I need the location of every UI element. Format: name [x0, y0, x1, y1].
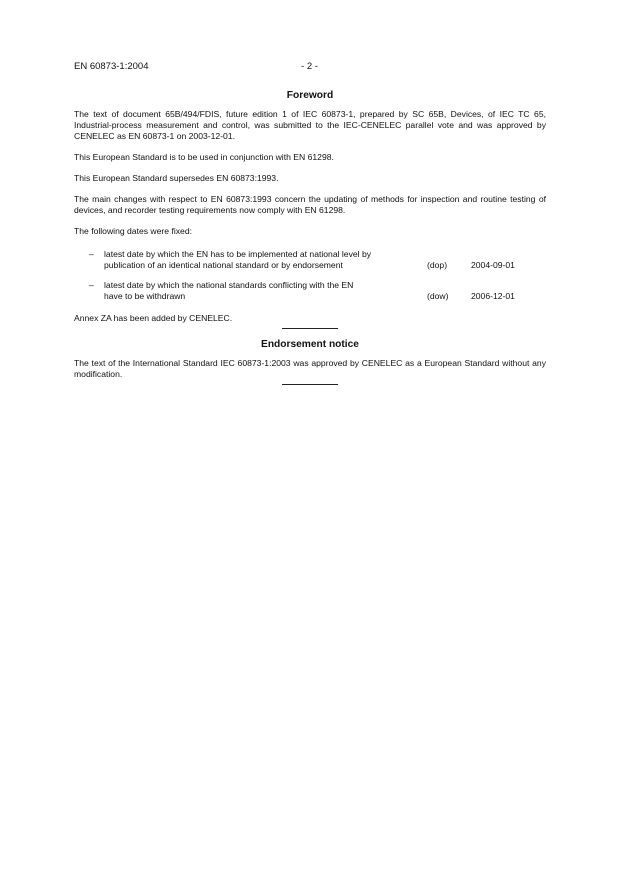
- date-item-date: 2006-12-01: [471, 291, 515, 301]
- endorsement-title: Endorsement notice: [261, 339, 359, 350]
- foreword-paragraph-4: The main changes with respect to EN 60873:1993 concern the updating of methods for inspection and routine testing of devices, and recorder testing requirements now comply with EN 61298.: [74, 194, 546, 215]
- annex-note: Annex ZA has been added by CENELEC.: [74, 313, 233, 323]
- foreword-paragraph-3: This European Standard supersedes EN 60873:1993.: [74, 173, 279, 183]
- date-item-dop: [74, 249, 546, 271]
- date-item-text: latest date by which the national standards conflicting with the EN have to be withdrawn: [104, 280, 354, 301]
- date-item-abbreviation: (dop): [427, 260, 448, 270]
- date-item-abbreviation: (dow): [427, 291, 449, 301]
- section-divider: [282, 384, 338, 385]
- date-item-dow: [74, 280, 546, 302]
- endorsement-text: The text of the International Standard IEC 60873-1:2003 was approved by CENELEC as a European Standard without any modification.: [74, 358, 546, 379]
- foreword-paragraph-5: The following dates were fixed:: [74, 226, 192, 236]
- foreword-title: Foreword: [286, 90, 334, 101]
- foreword-paragraph-2: This European Standard is to be used in conjunction with EN 61298.: [74, 152, 334, 162]
- list-dash: –: [89, 249, 94, 259]
- foreword-paragraph-1: The text of document 65B/494/FDIS, future edition 1 of IEC 60873-1, prepared by SC 65B, Devices, of IEC TC 65, Industrial-process measurement and control, was submitted to the IEC-CENELEC parallel vote and was approved by CENELEC as EN 60873-1 on 2003-12-01.: [74, 109, 546, 141]
- document-body: [74, 90, 546, 395]
- page-number: - 2 -: [301, 61, 318, 72]
- date-item-text: latest date by which the EN has to be implemented at national level by publication of an identical national standard or by endorsement: [104, 249, 372, 270]
- section-divider: [282, 328, 338, 329]
- date-item-date: 2004-09-01: [471, 260, 515, 270]
- list-dash: –: [89, 280, 94, 290]
- document-id: EN 60873-1:2004: [74, 61, 149, 72]
